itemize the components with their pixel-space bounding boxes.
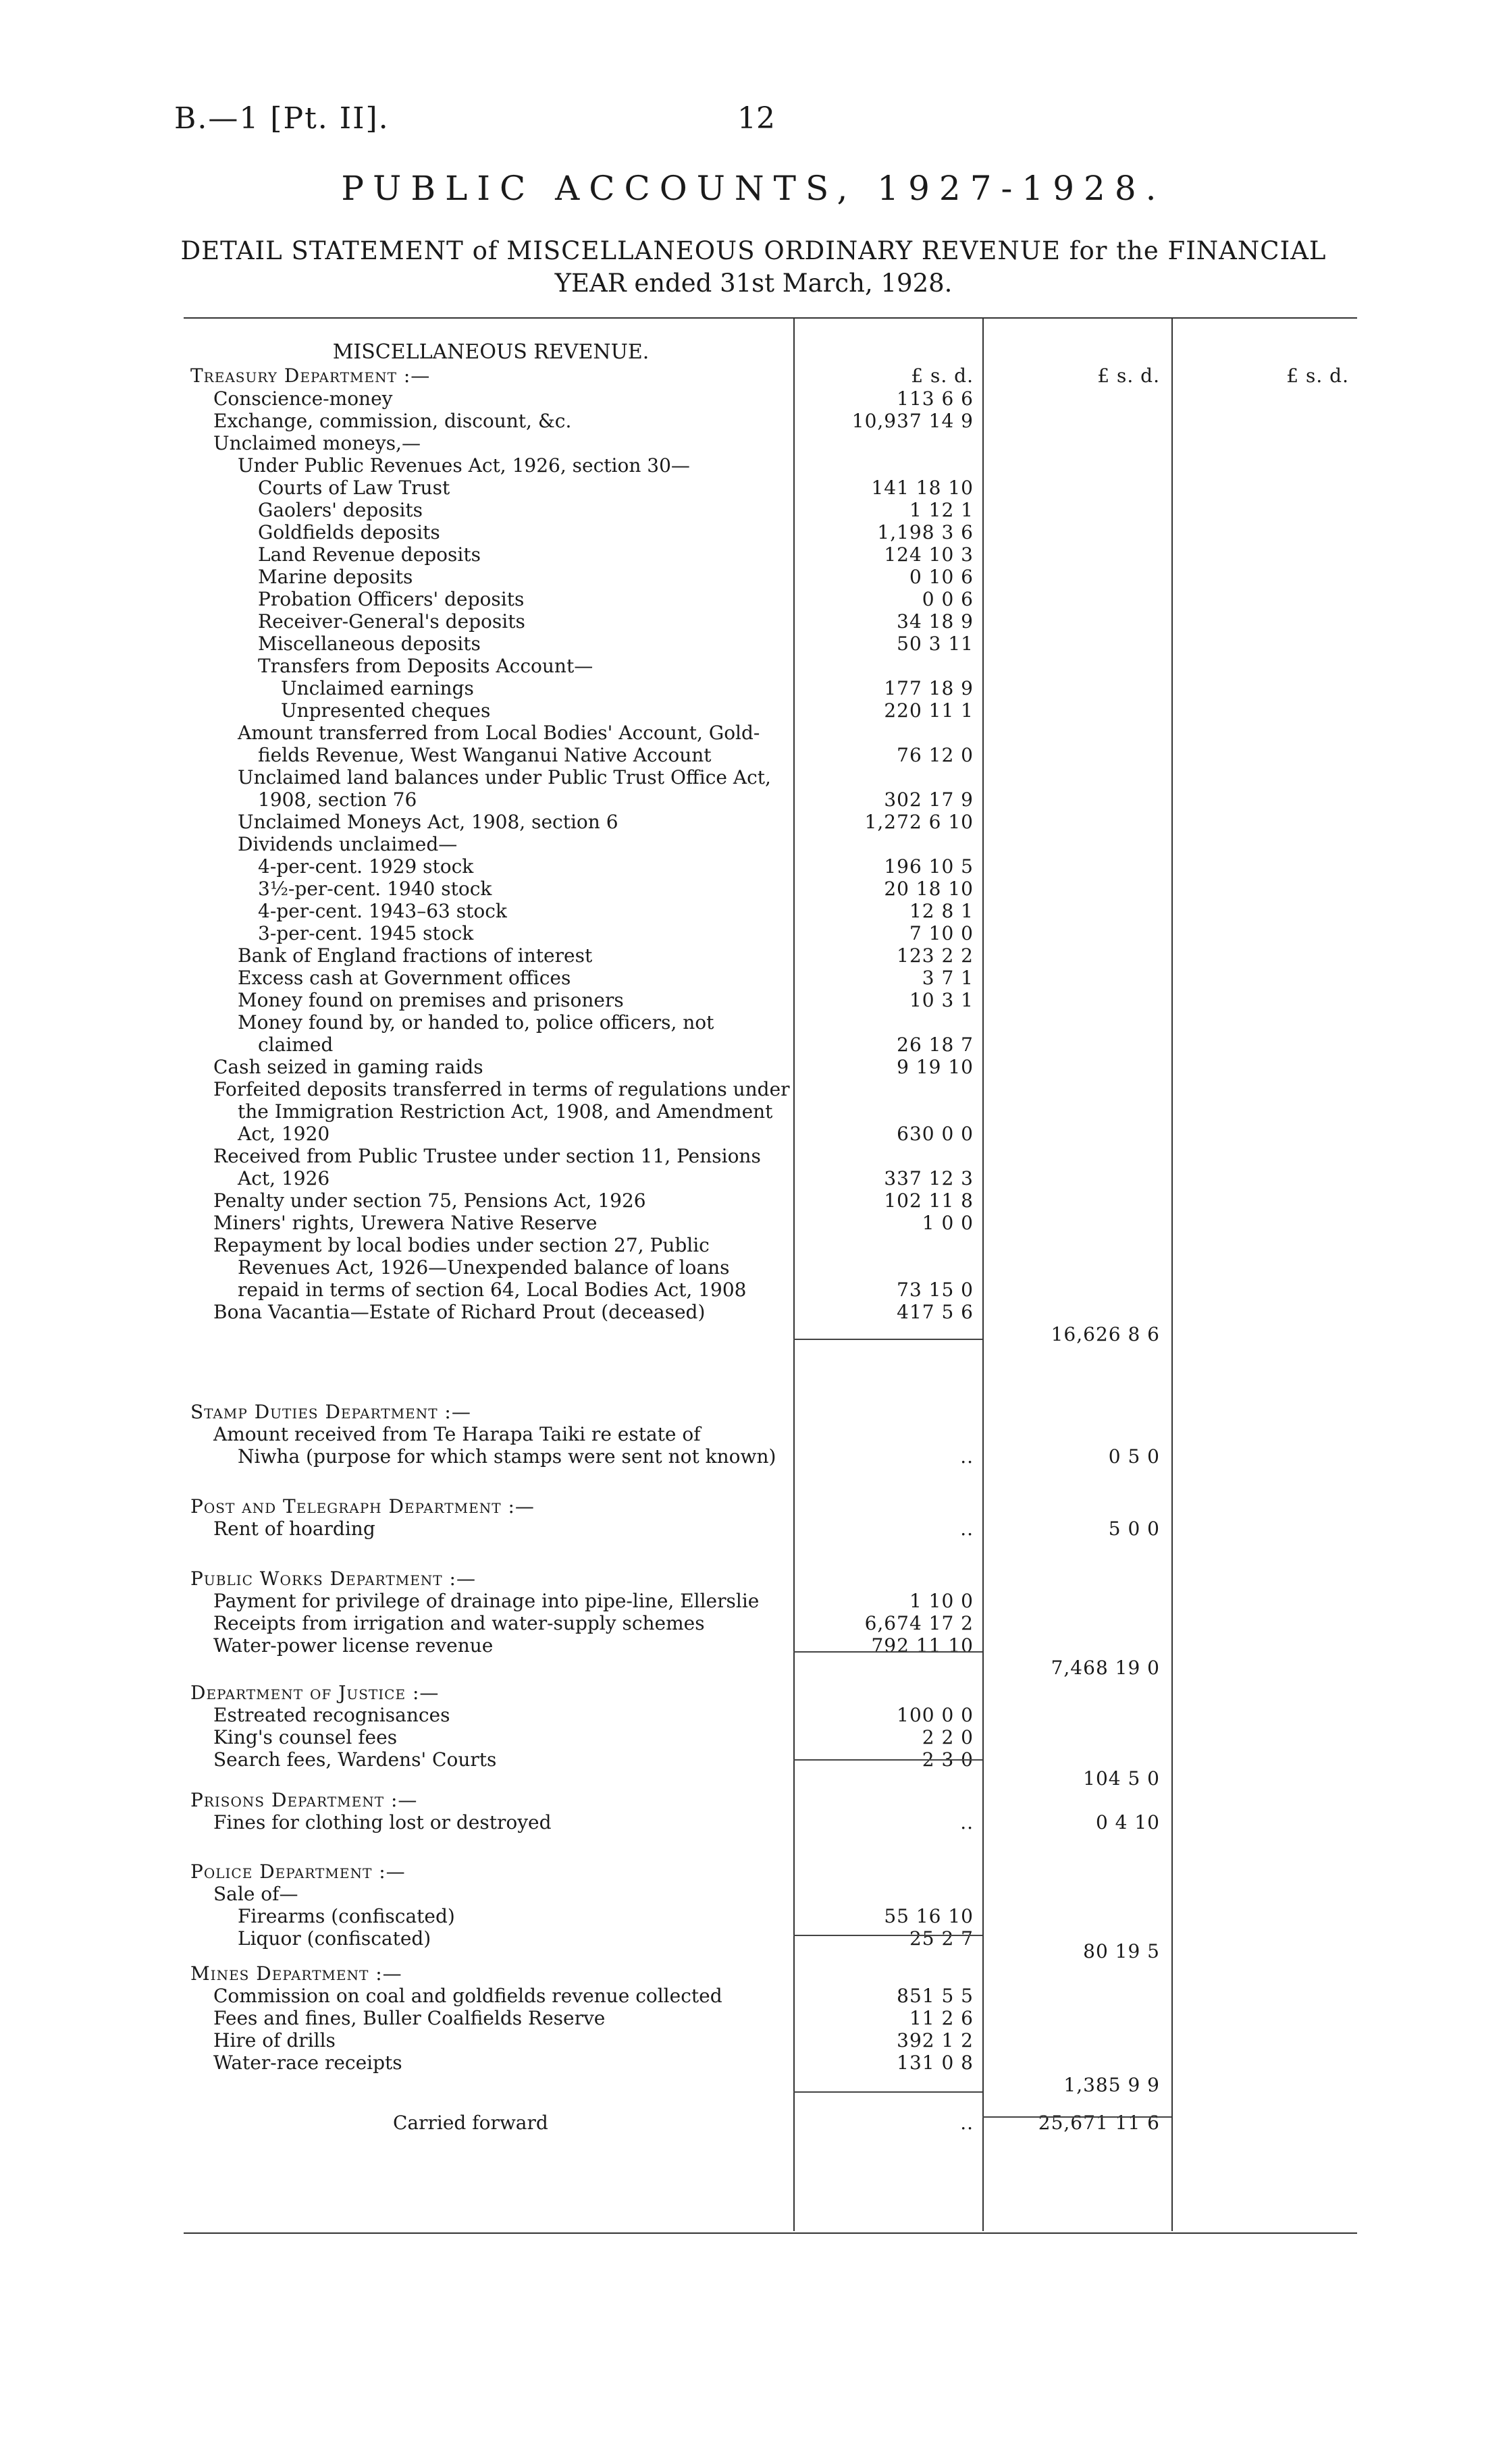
item-label: Exchange, commission, discount, &c. [213,410,572,432]
amount-c2: 0 4 10 [1095,1811,1160,1833]
item-label: Firearms (confiscated) [238,1905,455,1927]
table-row [0,900,1507,922]
amount-c2: 7,468 19 0 [1051,1657,1160,1679]
table-row [0,1100,1507,1123]
amount-c1: 0 0 6 [922,588,974,610]
item-label: Unclaimed earnings [281,677,474,699]
amount-c1: 131 0 8 [897,2052,974,2074]
item-label: the Immigration Restriction Act, 1908, and Amendment [238,1100,773,1123]
item-label: Niwha (purpose for which stamps were sent not known) [238,1445,776,1468]
table-row [0,788,1507,811]
item-label: Dividends unclaimed— [238,833,458,855]
item-label: Commission on coal and goldfields revenue collected [213,1985,722,2007]
amount-c1: 3 7 1 [922,967,974,989]
table-row [0,387,1507,410]
amount-c1: 25 2 7 [909,1927,974,1950]
document-reference: B.—1 [Pt. II]. [174,101,390,136]
table-row [0,1167,1507,1189]
item-label: Excess cash at Government offices [238,967,571,989]
table-row [0,1634,1507,1657]
table-row [0,566,1507,588]
amount-c2: 0 5 0 [1108,1445,1160,1468]
table-row [0,499,1507,521]
table-row [0,655,1507,677]
item-label: 4-per-cent. 1929 stock [258,855,474,878]
amount-c1: 302 17 9 [884,788,974,811]
table-row [0,833,1507,855]
item-label: Cash seized in gaming raids [213,1056,483,1078]
table-row [0,1011,1507,1034]
table-row [0,1078,1507,1100]
amount-c1: 113 6 6 [897,387,974,410]
table-row [0,1323,1507,1345]
item-label: 3-per-cent. 1945 stock [258,922,474,944]
item-label: repaid in terms of section 64, Local Bodies Act, 1908 [238,1279,747,1301]
table-row [0,1905,1507,1927]
item-label: Money found by, or handed to, police officers, not [238,1011,714,1034]
table-row [0,944,1507,967]
table-row [0,1301,1507,1323]
department-heading: Stamp Duties Department :— [190,1401,471,1423]
amount-c1: 34 18 9 [897,610,974,633]
item-label: Bank of England fractions of interest [238,944,593,967]
table-row [0,1811,1507,1833]
table-row [0,1256,1507,1279]
amount-c1: 50 3 11 [897,633,974,655]
table-row [0,454,1507,477]
item-label: Marine deposits [258,566,413,588]
table-row [0,1704,1507,1726]
table-row [0,1234,1507,1256]
item-label: Receiver-General's deposits [258,610,525,633]
amount-c1: 26 18 7 [897,1034,974,1056]
table-row [0,2074,1507,2096]
amount-c1: 392 1 2 [897,2029,974,2052]
amount-c1: 1,272 6 10 [864,811,974,833]
amount-c1: 337 12 3 [884,1167,974,1189]
department-heading: Department of Justice :— [190,1682,440,1704]
subtotal-rule [793,2091,982,2093]
department-heading: Treasury Department :— [190,365,431,387]
table-row [0,699,1507,722]
item-label: Water-power license revenue [213,1634,494,1657]
table-row [0,2112,1507,2134]
item-label: 1908, section 76 [258,788,417,811]
table-row [0,989,1507,1011]
amount-c2: 5 0 0 [1108,1518,1160,1540]
department-heading: Mines Department :— [190,1962,402,1985]
table-row [0,722,1507,744]
table-row [0,967,1507,989]
item-label: Amount received from Te Harapa Taiki re estate of [213,1423,701,1445]
table-row [0,1518,1507,1540]
item-label: Hire of drills [213,2029,336,2052]
currency-header-col2: £ s. d. [1097,365,1160,387]
item-label: Unclaimed land balances under Public Trust Office Act, [238,766,771,788]
amount-c1: 10 3 1 [909,989,974,1011]
amount-c1: 1 10 0 [909,1590,974,1612]
item-label: Rent of hoarding [213,1518,375,1540]
item-label: Unpresented cheques [281,699,491,722]
table-row [0,588,1507,610]
amount-c1: 73 15 0 [897,1279,974,1301]
table-row [0,1985,1507,2007]
table-row [0,1883,1507,1905]
table-row [0,1212,1507,1234]
department-heading: Police Department :— [190,1860,406,1883]
amount-c1: 417 5 6 [897,1301,974,1323]
amount-c1: 7 10 0 [909,922,974,944]
department-heading: Public Works Department :— [190,1568,476,1590]
table-row [0,1568,1507,1590]
item-label: Payment for privilege of drainage into pipe-line, Ellerslie [213,1590,760,1612]
amount-c1: 196 10 5 [884,855,974,878]
table-row [0,1789,1507,1811]
item-label: Sale of— [213,1883,298,1905]
table-row [0,633,1507,655]
amount-c1: 20 18 10 [884,878,974,900]
amount-c1: 0 10 6 [909,566,974,588]
item-label: Miners' rights, Urewera Native Reserve [213,1212,598,1234]
amount-c1: 630 0 0 [897,1123,974,1145]
item-label: Water-race receipts [213,2052,402,2074]
table-row [0,1445,1507,1468]
table-row [0,1056,1507,1078]
table-row [0,543,1507,566]
item-label: Land Revenue deposits [258,543,481,566]
amount-c1: 12 8 1 [909,900,974,922]
table-row [0,1145,1507,1167]
amount-c1: 220 11 1 [884,699,974,722]
table-row [0,744,1507,766]
amount-c2: 104 5 0 [1083,1767,1160,1790]
table-row [0,365,1507,387]
amount-c1: 55 16 10 [884,1905,974,1927]
amount-c1: 11 2 6 [909,2007,974,2029]
table-row [0,477,1507,499]
item-label: Act, 1920 [238,1123,330,1145]
subtotal-rule [793,1935,982,1936]
amount-c2: 25,671 11 6 [1038,2112,1160,2134]
item-label: Estreated recognisances [213,1704,450,1726]
department-heading: Post and Telegraph Department :— [190,1495,535,1518]
table-row [0,432,1507,454]
table-row [0,2007,1507,2029]
amount-c1: .. [960,1445,974,1468]
table-row [0,1767,1507,1790]
statement-title-line-1: DETAIL STATEMENT of MISCELLANEOUS ORDINARY REVENUE for the FINANCIAL [180,236,1327,265]
item-label: Carried forward [393,2112,548,2134]
table-row [0,922,1507,944]
item-label: Money found on premises and prisoners [238,989,624,1011]
item-label: Receipts from irrigation and water-supply schemes [213,1612,705,1634]
item-label: Act, 1926 [238,1167,330,1189]
item-label: Liquor (confiscated) [238,1927,431,1950]
item-label: Courts of Law Trust [258,477,450,499]
amount-c1: 2 3 0 [922,1748,974,1771]
amount-c1: 10,937 14 9 [851,410,974,432]
table-row [0,1189,1507,1212]
item-label: Under Public Revenues Act, 1926, section 30— [238,454,690,477]
department-heading: Prisons Department :— [190,1789,418,1811]
amount-c2: 16,626 8 6 [1051,1323,1160,1345]
item-label: 4-per-cent. 1943–63 stock [258,900,507,922]
table-row [0,1682,1507,1704]
item-label: King's counsel fees [213,1726,398,1748]
table-row [0,1726,1507,1748]
item-label: claimed [258,1034,334,1056]
table-row [0,1495,1507,1518]
item-label: Amount transferred from Local Bodies' Account, Gold- [238,722,760,744]
subtotal-rule [793,1759,982,1761]
amount-c1: 1 12 1 [909,499,974,521]
item-label: Miscellaneous deposits [258,633,481,655]
amount-c1: 100 0 0 [897,1704,974,1726]
item-label: Revenues Act, 1926—Unexpended balance of loans [238,1256,730,1279]
item-label: Goldfields deposits [258,521,440,543]
amount-c1: .. [960,1811,974,1833]
page-number: 12 [737,101,775,136]
amount-c1: 177 18 9 [884,677,974,699]
amount-c1: 9 19 10 [897,1056,974,1078]
total-rule [982,2116,1171,2118]
amount-c2: 1,385 9 9 [1063,2074,1160,2096]
currency-header-col1: £ s. d. [911,365,974,387]
table-row [0,1860,1507,1883]
table-row [0,1940,1507,1962]
amount-c1: 76 12 0 [897,744,974,766]
amount-c1: 141 18 10 [871,477,974,499]
table-row [0,878,1507,900]
item-label: Unclaimed Moneys Act, 1908, section 6 [238,811,618,833]
table-row [0,1657,1507,1679]
amount-c2: 80 19 5 [1083,1940,1160,1962]
amount-c1: 2 2 0 [922,1726,974,1748]
table-row [0,1123,1507,1145]
item-label: Probation Officers' deposits [258,588,525,610]
table-row [0,2052,1507,2074]
table-row [0,766,1507,788]
table-row [0,2029,1507,2052]
section-heading: MISCELLANEOUS REVENUE. [332,341,650,363]
item-label: Received from Public Trustee under section 11, Pensions [213,1145,761,1167]
table-row [0,521,1507,543]
amount-c1: 123 2 2 [897,944,974,967]
table-row [0,410,1507,432]
item-label: Fines for clothing lost or destroyed [213,1811,552,1833]
item-label: Bona Vacantia—Estate of Richard Prout (deceased) [213,1301,706,1323]
item-label: Penalty under section 75, Pensions Act, 1926 [213,1189,646,1212]
item-label: Fees and fines, Buller Coalfields Reserve [213,2007,606,2029]
table-row [0,1962,1507,1985]
table-row [0,1612,1507,1634]
amount-c1: 1 0 0 [922,1212,974,1234]
item-label: Gaolers' deposits [258,499,423,521]
table-row [0,1279,1507,1301]
amount-c1: 1,198 3 6 [877,521,974,543]
amount-c1: 792 11 10 [871,1634,974,1657]
statement-title-line-2: YEAR ended 31st March, 1928. [554,269,953,298]
page-title: PUBLIC ACCOUNTS, 1927-1928. [341,169,1166,208]
table-row [0,677,1507,699]
amount-c1: 851 5 5 [897,1985,974,2007]
item-label: Search fees, Wardens' Courts [213,1748,497,1771]
amount-c1: .. [960,2112,974,2134]
subtotal-rule [793,1339,982,1340]
amount-c1: 6,674 17 2 [864,1612,974,1634]
item-label: Transfers from Deposits Account— [258,655,593,677]
table-row [0,811,1507,833]
table-row [0,1401,1507,1423]
table-row [0,1034,1507,1056]
table-row [0,1423,1507,1445]
item-label: fields Revenue, West Wanganui Native Account [258,744,712,766]
item-label: 3½-per-cent. 1940 stock [258,878,492,900]
amount-c1: 102 11 8 [884,1189,974,1212]
amount-c1: .. [960,1518,974,1540]
currency-header-col3: £ s. d. [1286,365,1349,387]
amount-c1: 124 10 3 [884,543,974,566]
item-label: Unclaimed moneys,— [213,432,421,454]
subtotal-rule [793,1651,982,1653]
item-label: Forfeited deposits transferred in terms of regulations under [213,1078,790,1100]
item-label: Conscience-money [213,387,393,410]
table-row [0,855,1507,878]
table-row [0,610,1507,633]
item-label: Repayment by local bodies under section 27, Public [213,1234,710,1256]
table-row [0,1590,1507,1612]
